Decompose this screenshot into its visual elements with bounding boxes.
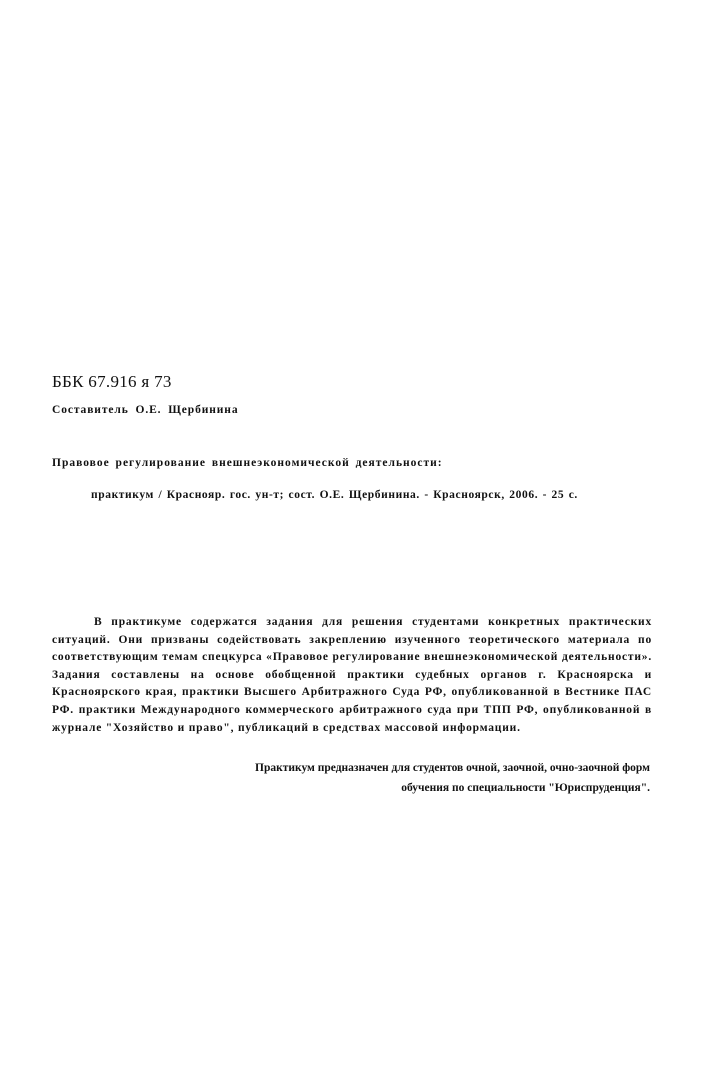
abstract-paragraph: В практикуме содержатся задания для решения студентами конкретных практических ситуаций. Они призваны содействовать закреплению изученного теоретического материала по соответствующим темам спецкурса «Правовое регулирование внешнеэкономической деятельности». Задания составлены на основе обобщенной практики судебных органов г. Красноярска и Красноярского края, практики Высшего Арбитражного Суда РФ, опубликованной в Вестнике ПАС РФ. практики Международного коммерческого арбитражного суда при ТПП РФ, опубликованной в журнале "Хозяйство и право", публикаций в средствах массовой информации. xyxy=(52,616,652,734)
compiler-line: Составитель О.Е. Щербинина xyxy=(52,404,239,416)
bbk-classification: ББК 67.916 я 73 xyxy=(52,372,172,391)
purpose-line-2: обучения по специальности "Юриспруденция". xyxy=(401,782,650,794)
document-title: Правовое регулирование внешнеэкономической деятельности: xyxy=(52,457,443,469)
abstract-block xyxy=(52,614,652,737)
purpose-note xyxy=(255,758,650,798)
purpose-line-1: Практикум предназначен для студентов очной, заочной, очно-заочной форм xyxy=(255,762,650,774)
bibliographic-description: практикум / Краснояр. гос. ун-т; сост. О.Е. Щербинина. - Красноярск, 2006. - 25 с. xyxy=(91,489,578,501)
